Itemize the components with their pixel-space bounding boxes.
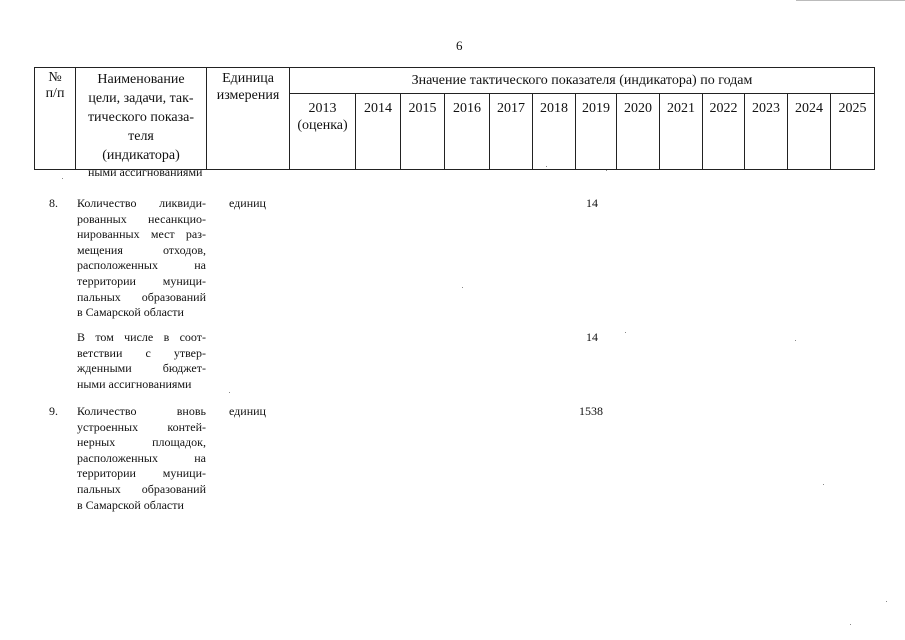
col-header-unit-line: измерения [216,88,280,103]
scan-edge-line [796,0,905,1]
row-8-name-line: в Самарской области [77,305,184,320]
row-8-name-line: пальных образований [77,289,206,304]
scan-speck [625,332,626,333]
col-header-unit-line: Единица [222,71,274,86]
year-2013-note: (оценка) [297,118,348,133]
row-8-name-line: расположенных на [77,258,206,273]
row-8-name-line: Количество ликвиди- [77,196,206,210]
col-header-number [35,68,76,170]
row-8-name-line: нированных мест раз- [77,227,206,242]
row-8-name-line: территории муници- [77,273,206,288]
scan-speck [462,287,463,288]
row-8-sub-name-line: В том числе в соот- [77,330,206,344]
row-9-name-line: устроенных контей- [77,419,206,434]
row-8-unit: единиц [229,196,266,210]
row-8-name-line: мещения отходов, [77,242,206,257]
row-9-name-line: Количество вновь [77,404,206,418]
year-cell: 2015 [401,94,445,170]
indicator-table-header [34,67,875,170]
year-cell: 2023 [745,94,788,170]
row-8-value-2019: 14 [586,196,598,210]
col-header-name-line: Наименование [97,72,185,87]
year-2013-cell [290,94,356,170]
year-cell: 2021 [660,94,703,170]
row-9-name-line: территории муници- [77,466,206,481]
col-header-name [76,68,207,170]
col-header-unit [207,68,290,170]
row-9-value-2019: 1538 [579,404,603,418]
scan-speck [606,170,607,171]
scan-speck [546,166,547,167]
year-cell: 2019 [576,94,617,170]
continuation-text: ными ассигнованиями [88,165,203,179]
row-9-unit: единиц [229,404,266,418]
year-2013: 2013 [308,101,337,116]
year-cell: 2024 [788,94,831,170]
row-9-name-line: в Самарской области [77,497,184,512]
row-8-name [77,196,206,321]
row-8-sub-name-line: жденными бюджет- [77,361,206,376]
year-cell: 2018 [533,94,576,170]
scan-speck [886,601,887,602]
row-9-name [77,404,206,513]
col-header-name-line: теля [128,129,154,144]
row-8-number: 8. [49,196,58,210]
scan-speck [62,178,63,179]
scan-speck [850,624,851,625]
year-cell: 2016 [445,94,490,170]
row-8-sub-name-line: ветствии с утвер- [77,345,206,360]
scan-speck [823,484,824,485]
row-9-name-line: расположенных на [77,450,206,465]
col-header-number-text: № п/п [45,70,65,101]
year-cell: 2020 [617,94,660,170]
year-cell: 2025 [831,94,875,170]
year-cell: 2014 [356,94,401,170]
row-9-name-line: пальных образований [77,481,206,496]
row-8-name-line: рованных несанкцио- [77,211,206,226]
row-9-number: 9. [49,404,58,418]
year-cell: 2022 [703,94,745,170]
col-header-values: Значение тактического показателя (индикатора) по годам [290,68,875,94]
year-cell: 2017 [490,94,533,170]
page-number: 6 [456,38,463,53]
scan-speck [795,340,796,341]
row-8-sub-name-line: ными ассигнованиями [77,376,192,391]
scan-speck [229,392,230,393]
col-header-name-line: цели, задачи, так- [88,91,194,106]
row-8-sub-name [77,330,206,392]
col-header-name-line: (индикатора) [102,148,180,163]
col-header-name-line: тического показа- [87,110,195,125]
row-9-name-line: нерных площадок, [77,435,206,450]
row-8-sub-value-2019: 14 [586,330,598,344]
